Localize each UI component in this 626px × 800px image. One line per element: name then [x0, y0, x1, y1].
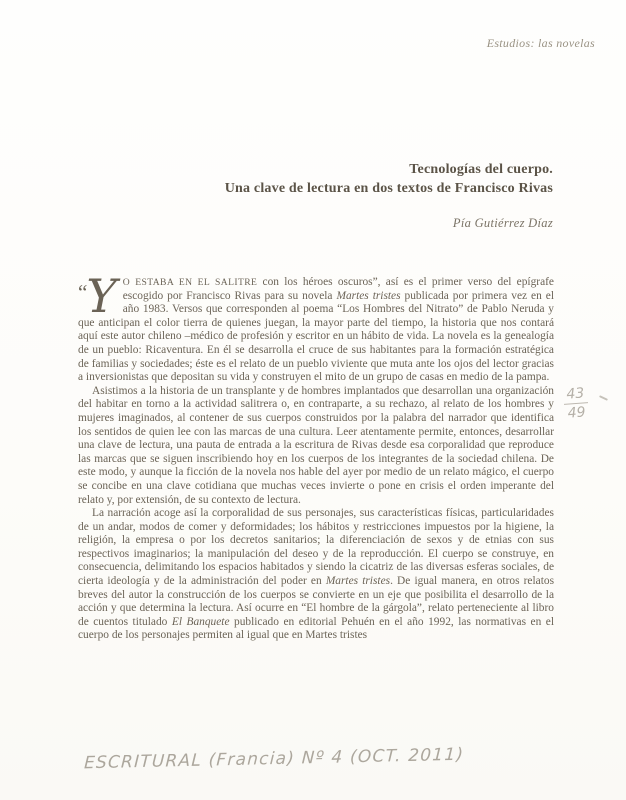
body-text: [78, 269, 554, 643]
article-title: [225, 161, 553, 198]
paragraph: “Y O ESTABA EN EL SALITRE con los héroes oscuros”, así es el primer verso del epígrafe escogido por Francisco Rivas para su novela Martes tristes publicada por primera vez en el año 1983. Versos que corresponden al poema “Los Hombres del Nitrato” de Pablo Neruda y que anticipan el color tierra de quienes juegan, la mayor parte del tiempo, la historia que nos contará aquí este autor chileno –médico de profesión y escritor en un hábito de vida. La novela es la genealogía de un pueblo: Ricaventura. En él se desarrolla el cruce de sus habitantes para la formación estratégica de familias y sociedades; éste es el relato de un pueblo viviente que muta ante los ojos del lector gracias a inversionistas que depositan su vida y construyen el mito de un grupo de casas en medio de la pampa.: [78, 269, 554, 384]
pencil-page-fraction: [558, 385, 594, 422]
opening-quote: “: [78, 280, 87, 304]
handwritten-source-note: ESCRITURAL (Francia) Nº 4 (OCT. 2011): [83, 744, 465, 774]
pencil-tick-mark: [599, 395, 608, 401]
article-author: Pía Gutiérrez Díaz: [452, 216, 553, 230]
fraction-denominator: 49: [567, 404, 587, 422]
journal-section-label: Estudios: las novelas: [486, 36, 595, 50]
paragraph: Asistimos a la historia de un transplante y de hombres implantados que desarrollan una organización del habitar en torno a la actividad salitrera o, en contraparte, a su rechazo, al relato de los hombres y mujeres imaginados, al contener de sus cuerpos construidos por la palabra del narrador que identifica los sentidos de quien lee con las marcas de una cultura. Leer atentamente permite, entonces, desarrollar una clave de lectura, una pauta de entrada a la escritura de Rivas desde esa corporalidad que reproduce las marcas que se siguen inscribiendo hoy en los cuerpos de los integrantes de la sociedad chilena. De este modo, y aunque la ficción de la novela nos hable del ayer por medio de un relato mágico, el cuerpo se concibe en una clave cotidiana que muchas veces invierte o pone en crisis el orden imperante del relato y, por extensión, de su contexto de lectura.: [78, 384, 554, 506]
fraction-numerator: 43: [563, 385, 588, 405]
dropcap: [78, 269, 117, 323]
title-line-1: Tecnologías del cuerpo.: [409, 162, 553, 177]
title-line-2: Una clave de lectura en dos textos de Francisco Rivas: [224, 180, 553, 196]
dropcap-initial: Y: [86, 269, 117, 323]
paragraph: La narración acoge así la corporalidad de sus personajes, sus características físicas, particularidades de un andar, modos de comer y deformidades; los hábitos y restricciones impuestos por la higiene, la religión, la empresa o por los decretos sanitarios; la diferenciación de sexos y de etnias con sus respectivos imaginarios; la manipulación del deseo y de la reproducción. El cuerpo se construye, en consecuencia, delimitando los espacios habitados y siendo la cicatriz de las diversas esferas sociales, de cierta ideología y de la administración del poder en Martes tristes. De igual manera, en otros relatos breves del autor la construcción de los cuerpos se convierte en un eje que posibilita el desarrollo de la acción y que determina la lectura. Así ocurre en “El hombre de la gárgola”, relato perteneciente al libro de cuentos titulado El Banquete publicado en editorial Pehuén en el año 1992, las normativas en el cuerpo de los personajes permiten al igual que en Martes tristes: [78, 507, 554, 642]
